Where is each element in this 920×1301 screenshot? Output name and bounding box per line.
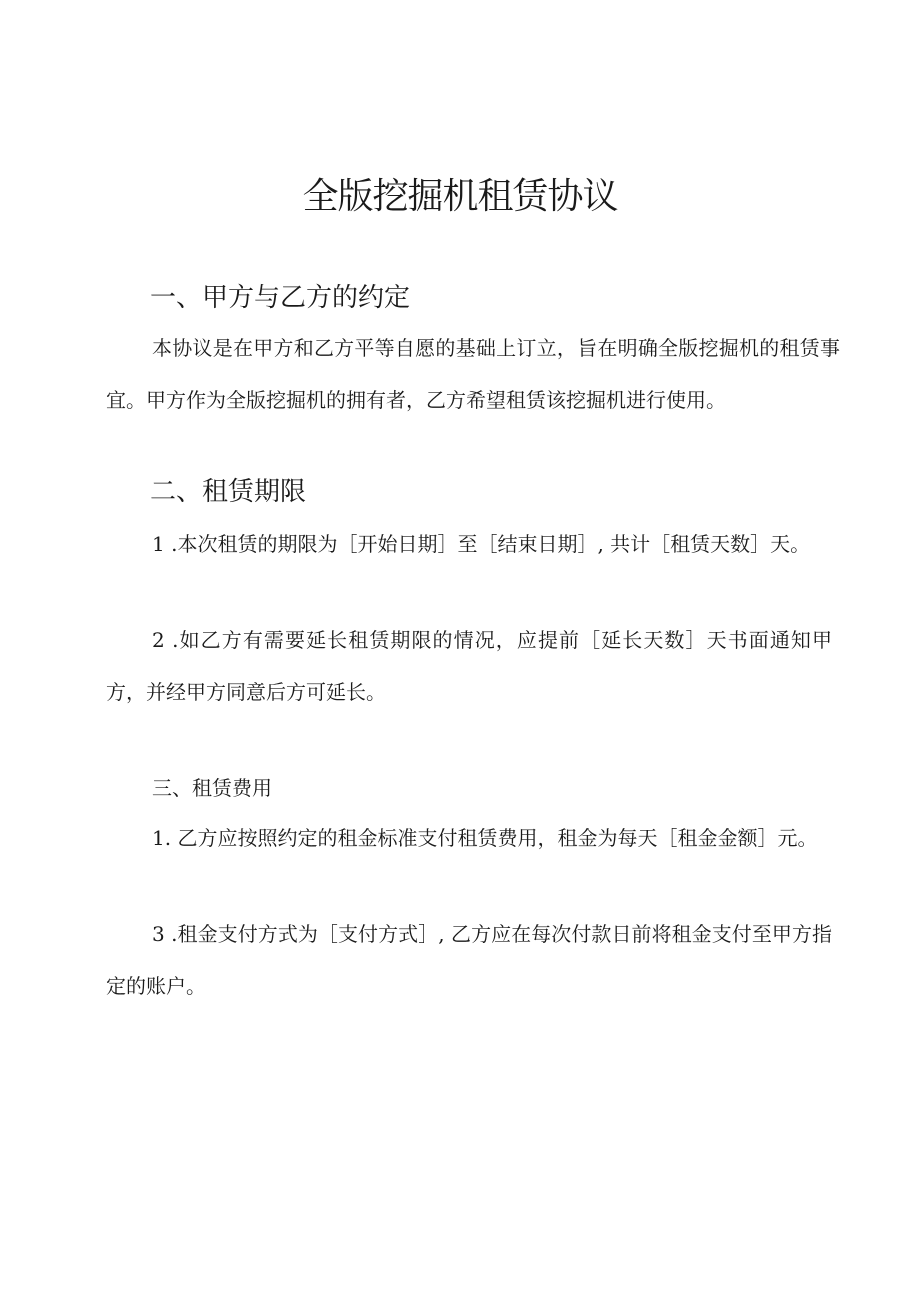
section-2-paragraph-2: 2 .如乙方有需要延长租赁期限的情况，应提前［延长天数］天书面通知甲方，并经甲方同意后方可延长。 bbox=[106, 628, 832, 704]
section-2-heading: 二、租赁期限 bbox=[150, 477, 307, 507]
section-2-paragraph-1: 1 .本次租赁的期限为［开始日期］至［结束日期］, 共计［租赁天数］天。 bbox=[152, 532, 811, 556]
section-1-paragraph-1: 本协议是在甲方和乙方平等自愿的基础上订立，旨在明确全版挖掘机的租赁事宜。甲方作为全版挖掘机的拥有者，乙方希望租赁该挖掘机进行使用。 bbox=[106, 336, 840, 412]
section-3-paragraph-1: 1. 乙方应按照约定的租金标准支付租赁费用，租金为每天［租金金额］元。 bbox=[152, 826, 818, 850]
section-1-heading: 一、甲方与乙方的约定 bbox=[150, 283, 411, 313]
document-title: 全版挖掘机租赁协议 bbox=[302, 176, 618, 217]
section-3-heading: 三、租赁费用 bbox=[152, 776, 272, 800]
section-3-paragraph-2: 3 .租金支付方式为［支付方式］, 乙方应在每次付款日前将租金支付至甲方指定的账户。 bbox=[106, 922, 832, 998]
